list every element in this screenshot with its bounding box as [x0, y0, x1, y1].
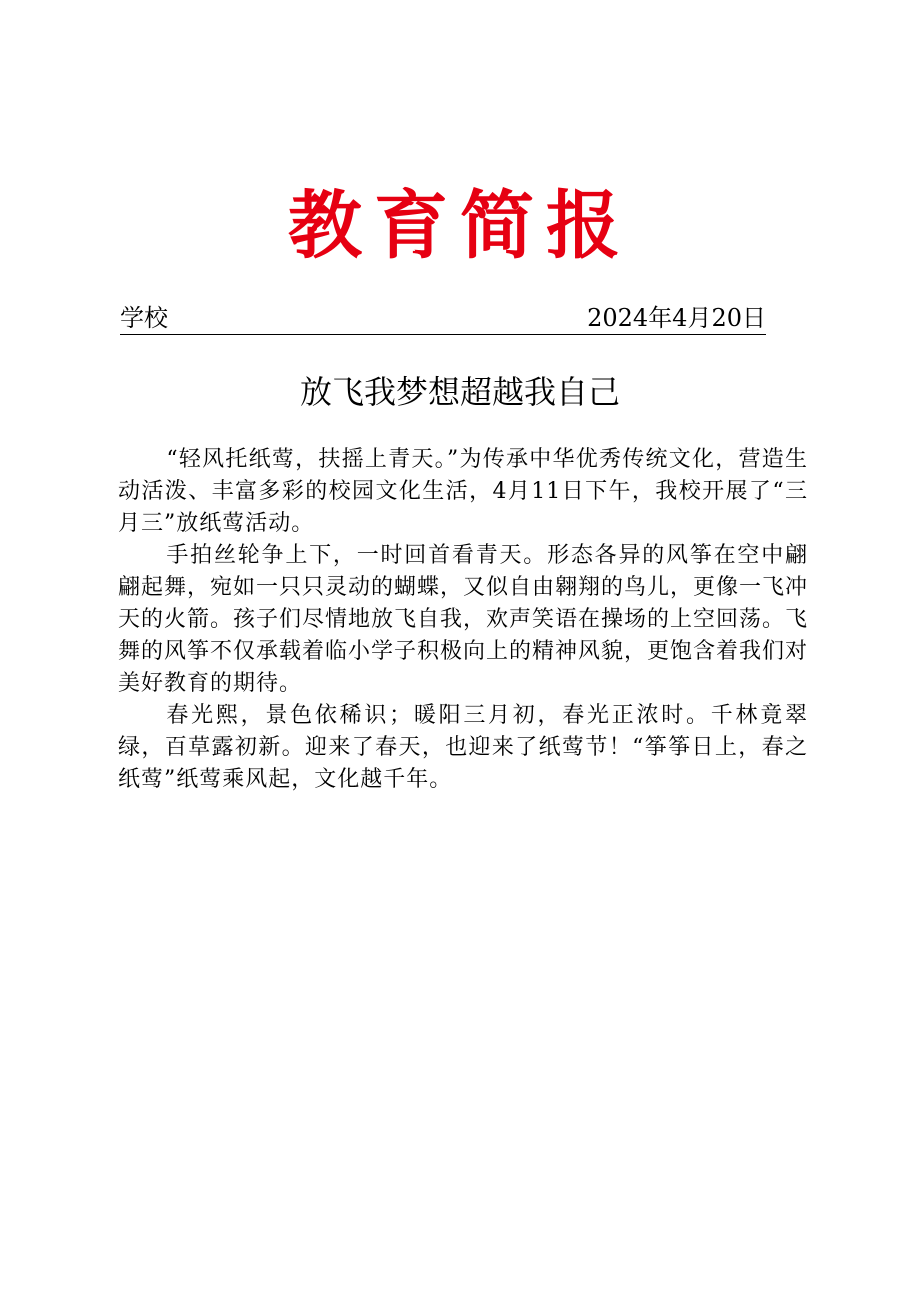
- article-paragraph: “轻风托纸莺，扶摇上青天。”为传承中华优秀传统文化，营造生动活泼、丰富多彩的校园文化生活，4月11日下午，我校开展了“三月三”放纸莺活动。: [118, 447, 808, 536]
- masthead-title: 教育简报: [288, 183, 632, 269]
- article-body: [118, 444, 808, 796]
- issue-date: 2024年4月20日: [587, 304, 766, 332]
- info-bar: [120, 304, 766, 335]
- article-paragraph: 手拍丝轮争上下，一时回首看青天。形态各异的风筝在空中翩翩起舞，宛如一只只灵动的蝴蝶，又似自由翱翔的鸟儿，更像一飞冲天的火箭。孩子们尽情地放飞自我，欢声笑语在操场的上空回荡。飞舞的风筝不仅承载着临小学子积极向上的精神风貌，更饱含着我们对美好教育的期待。: [118, 543, 809, 696]
- article-title: 放飞我梦想超越我自己: [299, 373, 620, 411]
- article-paragraph: 春光熙，景色依稀识；暖阳三月初，春光正浓时。千林竟翠绿，百草露初新。迎来了春天，也迎来了纸莺节！“筝筝日上，春之纸莺”纸莺乘风起，文化越千年。: [118, 703, 808, 792]
- school-label: 学校: [120, 304, 168, 332]
